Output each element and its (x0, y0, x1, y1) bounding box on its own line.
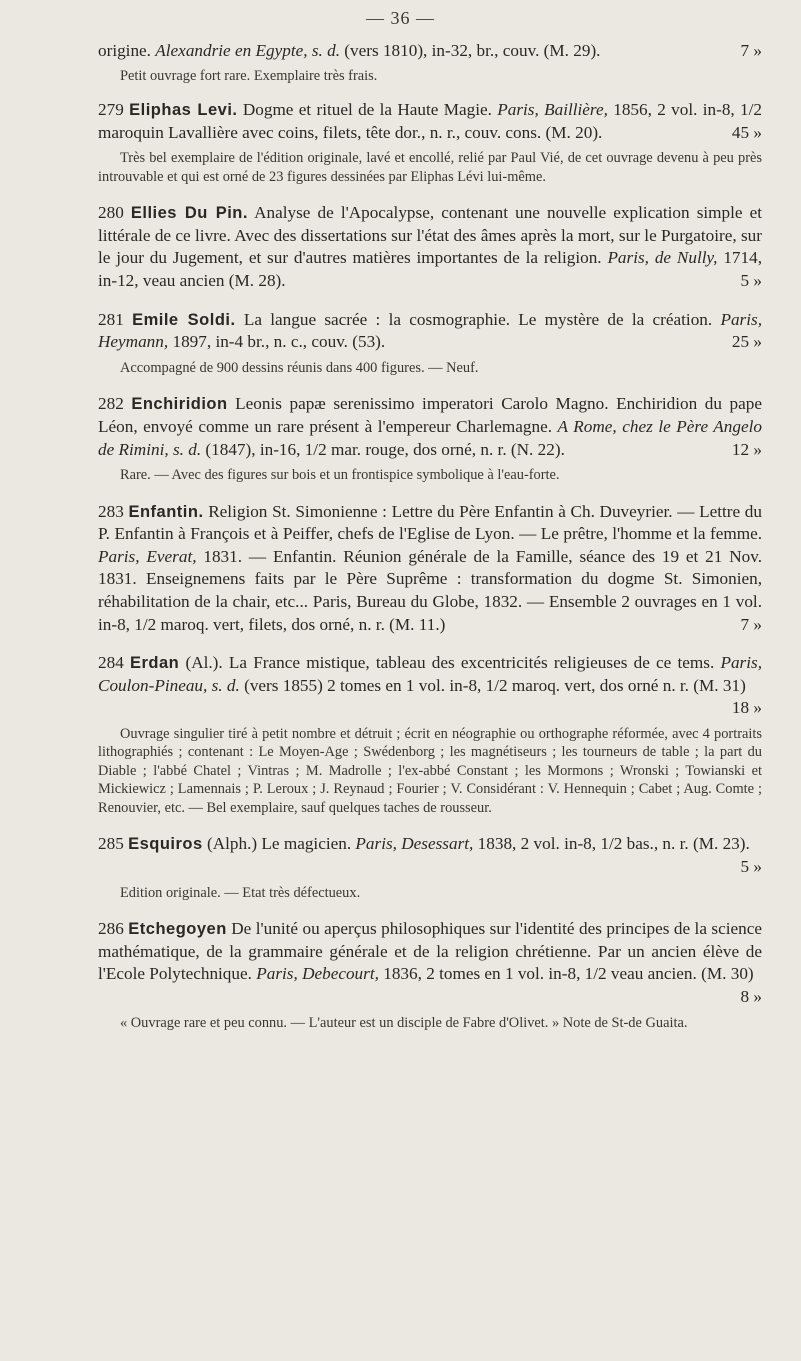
entry-author: Enfantin. (128, 502, 204, 521)
entry-author: Enchiridion (131, 395, 228, 414)
catalogue-entry-284 (98, 652, 762, 817)
entry-imprint: Paris, de Nully, (607, 248, 718, 268)
entry-price: 8 » (740, 986, 762, 1006)
page-number: — 36 — (366, 8, 435, 28)
entry-imprint: A Rome, chez le Père Angelo de Rimini, s. d. (98, 416, 762, 459)
catalogue-entry-283 (98, 501, 762, 637)
entry-price: 7 » (740, 41, 762, 60)
entry-text: De l'unité ou aperçus philosophiques sur l'identité des principes de la science mathématique, de la grammaire générale et de la religion chrétienne. Par un ancien élève de l'Ecole Polytechnique. (98, 919, 763, 984)
entry-imprint: Paris, Debecourt, (256, 964, 379, 984)
entry-text: (1847), in-16, 1/2 mar. rouge, dos orné, n. r. (N. 22). (201, 439, 565, 459)
catalogue-entry-279 (98, 99, 762, 186)
entry-text: 1856, 2 vol. in-8, 1/2 maroquin Lavallière avec coins, filets, tête dor., n. r., couv. cons. (M. 20). (98, 100, 763, 142)
entry-number: 281 (98, 309, 124, 329)
entry-author: Ellies Du Pin. (130, 204, 248, 223)
entry-note: Edition originale. — Etat très défectueux. (120, 884, 361, 901)
entry-note: Petit ouvrage fort rare. Exemplaire très frais. (120, 67, 378, 84)
entry-number: 280 (98, 203, 124, 223)
entry-text: origine. (98, 41, 156, 60)
entry-imprint: Paris, Desessart, (355, 834, 474, 854)
entry-text: 1897, in-4 br., n. c., couv. (53). (168, 332, 386, 352)
entry-number: 285 (98, 834, 124, 854)
entry-number: 283 (98, 501, 124, 521)
entry-author: Erdan (130, 654, 180, 673)
entry-number: 279 (98, 100, 124, 120)
catalogue-entry-281 (98, 309, 762, 378)
entry-text: Religion St. Simonienne : Lettre du Père Enfantin à Ch. Duveyrier. — Lettre du P. Enfantin à François et à Peiffer, chefs de l'Eglise de Lyon. — Le prêtre, l'homme et la femme. (98, 501, 762, 544)
catalogue-entry-282 (98, 393, 762, 484)
entry-text: Dogme et rituel de la Haute Magie. (237, 100, 498, 120)
entry-number: 284 (98, 653, 124, 673)
entry-price: 12 » (731, 439, 762, 459)
entry-note: Rare. — Avec des figures sur bois et un frontispice symbolique à l'eau-forte. (120, 467, 560, 484)
entry-text: 1838, 2 vol. in-8, 1/2 bas., n. r. (M. 23). (473, 834, 750, 854)
catalogue-entry-280 (98, 202, 762, 292)
entry-price: 5 » (740, 271, 762, 291)
catalogue-entry-285 (98, 833, 762, 902)
entry-imprint: Paris, Heymann, (98, 309, 763, 352)
entry-number: 282 (98, 394, 124, 414)
entry-text: La langue sacrée : la cosmographie. Le mystère de la création. (235, 309, 721, 329)
entry-author: Emile Soldi. (132, 310, 236, 329)
entry-note: Ouvrage singulier tiré à petit nombre et détruit ; écrit en néographie ou orthographe réformée, avec 4 portraits lithographiés ; contenant : Le Moyen-Age ; Swédenborg ; les magnétiseurs ; les tourneurs de table ; la part du Diable ; l'abbé Chatel ; Vintras ; M. Madrolle ; l'ex-abbé Constant ; les Mormons ; Wronski ; Towianski et Mickiewicz ; Lamennais ; P. Leroux ; J. Reynaud ; Fourier ; V. Considérant : V. Hennequin ; Cabet ; Aug. Comte ; Renouvier, etc. — Bel exemplaire, sauf quelques taches de rousseur. (98, 725, 762, 816)
entry-note: « Ouvrage rare et peu connu. — L'auteur est un disciple de Fabre d'Olivet. » Note de St-de Guaita. (120, 1014, 688, 1031)
entry-number: 286 (98, 919, 124, 939)
entry-price: 25 » (731, 332, 762, 352)
entry-imprint: Paris, Everat, (98, 546, 197, 566)
entry-price: 5 » (740, 857, 762, 877)
entry-text: Leonis papæ serenissimo imperatori Carolo Magno. Enchiridion du pape Léon, envoyé comme un rare présent à l'empereur Charlemagne. (98, 394, 762, 436)
entry-text: (vers 1810), in-32, br., couv. (M. 29). (340, 41, 601, 60)
entry-text: (Alph.) Le magicien. (202, 834, 356, 854)
entry-price: 18 » (731, 698, 762, 718)
entry-note: Très bel exemplaire de l'édition originale, lavé et encollé, relié par Paul Vié, de cet ouvrage devenu à peu près introuvable et qui est orné de 23 figures dessinées par Eliphas Lévi lui-même. (98, 150, 762, 185)
catalogue-entry-286 (98, 918, 762, 1032)
entry-text: (vers 1855) 2 tomes en 1 vol. in-8, 1/2 maroq. vert, dos orné n. r. (M. 31) (239, 675, 746, 695)
entry-price: 7 » (740, 614, 762, 634)
entry-text: Analyse de l'Apocalypse, contenant une nouvelle explication simple et littérale de ce livre. Avec des dissertations sur l'état des âmes après la mort, sur le Purgatoire, sur le jour du Jugement, et sur d'autres matières importantes de la religion. (98, 203, 763, 268)
entry-note: Accompagné de 900 dessins réunis dans 400 figures. — Neuf. (120, 359, 479, 376)
entry-text: 1836, 2 tomes en 1 vol. in-8, 1/2 veau ancien. (M. 30) (378, 964, 754, 984)
entry-price: 45 » (731, 122, 762, 142)
entry-imprint: Paris, Coulon-Pineau, s. d. (98, 653, 763, 695)
entry-text: (Al.). La France mistique, tableau des excentricités religieuses de ce tems. (179, 653, 721, 673)
entry-author: Esquiros (128, 835, 203, 854)
entry-text: 1714, in-12, veau ancien (M. 28). (98, 248, 762, 291)
catalogue-column (98, 40, 762, 1032)
entry-author: Etchegoyen (128, 920, 227, 939)
entry-imprint: Alexandrie en Egypte, s. d. (155, 41, 340, 60)
entry-imprint: Paris, Baillière, (497, 100, 608, 120)
entry-author: Eliphas Levi. (129, 101, 238, 120)
entry-text: 1831. — Enfantin. Réunion générale de la Famille, séance des 19 et 21 Nov. 1831. Enseignemens faits par le Père Suprême : transformation du dogme St. Simonien, réhabilitation de la chair, etc... Paris, Bureau du Globe, 1832. — Ensemble 2 ouvrages en 1 vol. in-8, 1/2 maroq. vert, filets, dos orné, n. r. (M. 11.) (98, 546, 763, 634)
continuation-entry (98, 40, 762, 85)
